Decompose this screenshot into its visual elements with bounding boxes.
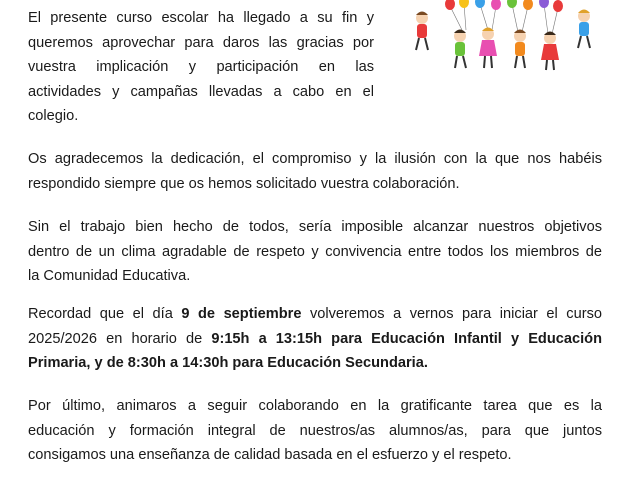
children-with-balloons-icon [400,0,600,80]
children [416,10,590,71]
paragraph-teamwork [28,215,602,289]
text-line: respondido siempre que os hemos solicitado vuestra colaboración. [28,175,460,192]
text-line: consigamos una enseñanza de calidad basada en el esfuerzo y el respeto. [28,447,512,463]
text-line [28,302,602,327]
text-line: Os agradecemos la dedicación, el compromiso y la ilusión con la que nos habéis [28,151,602,167]
text-line: queremos aprovechar para daros las gracias por [28,34,374,51]
text-line [28,351,602,376]
paragraph-intro [28,6,374,129]
text-line: El presente curso escolar ha llegado a su fin y [28,10,374,26]
text-line: Sin el trabajo bien hecho de todos, sería imposible alcanzar nuestros objetivos [28,219,602,235]
text-line: la Comunidad Educativa. [28,268,191,284]
text-segment: Recordad que el día [28,306,182,322]
text-line: vuestra implicación y participación en las [28,59,374,75]
text-line: educación y formación integral de nuestros/as alumnos/as, para que juntos [28,422,602,439]
paragraph-thanks [28,147,602,196]
schedule-primary: 9:15h a 13:15h para Educación Infantil y Educación [211,330,602,347]
text-line: colegio. [28,108,79,124]
text-line: actividades y campañas llevadas a cabo en el [28,83,374,100]
schedule-secondary: Primaria, y de 8:30h a 14:30h para Educación Secundaria. [28,355,428,371]
text-line [28,327,602,352]
paragraph-closing [28,394,602,468]
text-line: dentro de un clima agradable de respeto y convivencia entre todos los miembros de [28,243,602,260]
paragraph-schedule [28,302,602,376]
text-line: Por último, animaros a seguir colaborando en la gratificante tarea que es la [28,398,602,414]
text-segment: 2025/2026 en horario de [28,330,212,347]
balloons [445,0,563,34]
start-date: 9 de septiembre [181,306,302,322]
text-segment: volveremos a vernos para iniciar el curso [301,306,602,322]
